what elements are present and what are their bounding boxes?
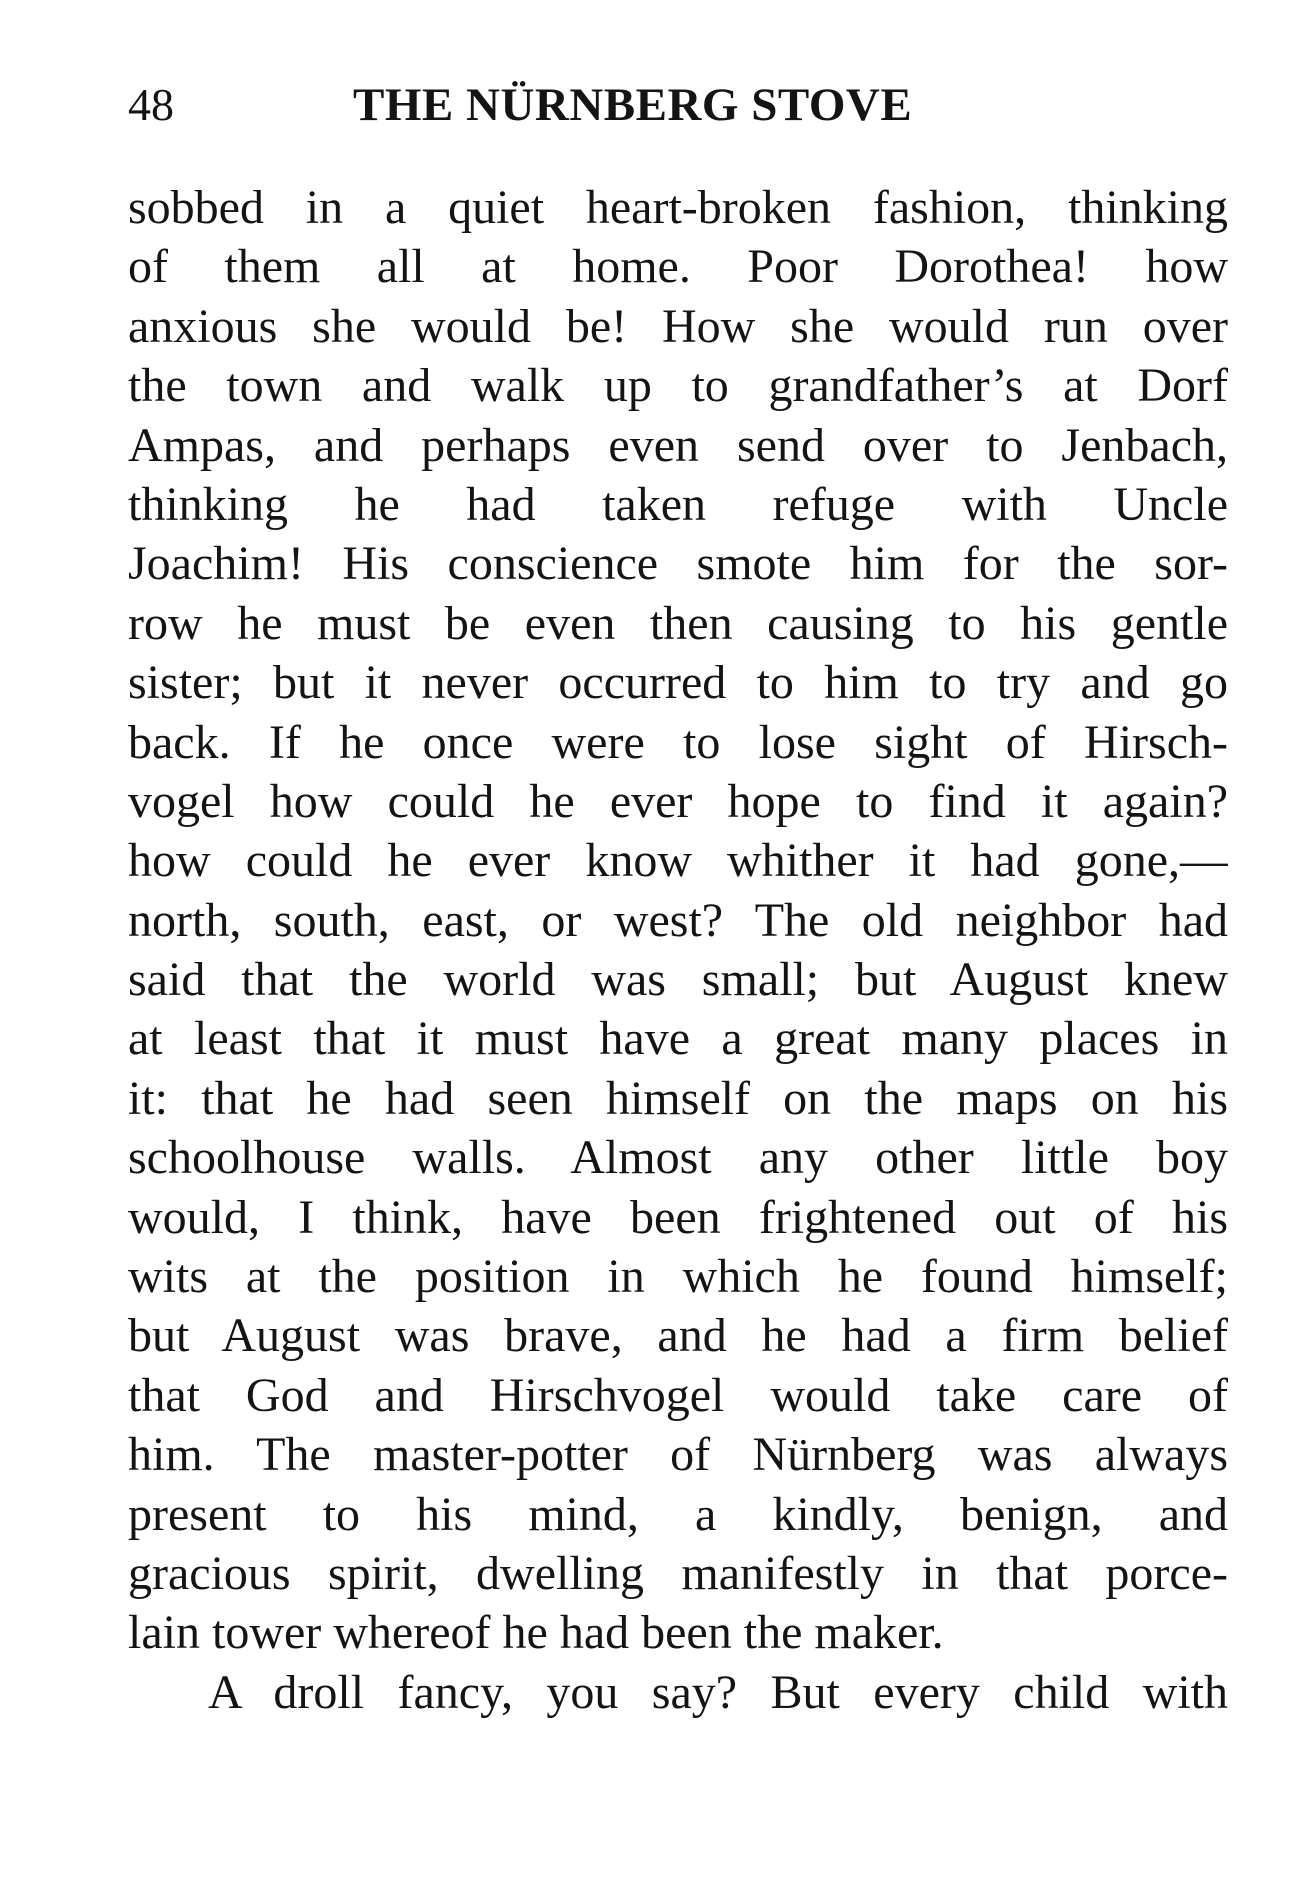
text-line: north, south, east, or west? The old neighbor had: [128, 893, 1228, 947]
text-line: back. If he once were to lose sight of Hirsch-: [128, 715, 1228, 769]
text-line: of them all at home. Poor Dorothea! how: [128, 240, 1228, 294]
page-header: [128, 75, 1228, 135]
text-line: would, I think, have been frightened out of his: [128, 1190, 1228, 1244]
text-line: the town and walk up to grandfather’s at Dorf: [128, 359, 1228, 413]
text-line: wits at the position in which he found himself;: [128, 1250, 1228, 1304]
text-line: sobbed in a quiet heart-broken fashion, thinking: [128, 181, 1228, 234]
text-line: gracious spirit, dwelling manifestly in that porce-: [128, 1546, 1228, 1600]
text-line: vogel how could he ever hope to find it again?: [128, 774, 1228, 828]
text-line: thinking he had taken refuge with Uncle: [128, 477, 1228, 531]
text-line: row he must be even then causing to his gentle: [128, 596, 1228, 650]
text-line: present to his mind, a kindly, benign, and: [128, 1487, 1228, 1541]
text-line: but August was brave, and he had a firm belief: [128, 1309, 1228, 1363]
text-line: lain tower whereof he had been the maker.: [128, 1606, 944, 1660]
text-line: it: that he had seen himself on the maps on his: [128, 1071, 1228, 1125]
text-line: schoolhouse walls. Almost any other little boy: [128, 1131, 1228, 1185]
text-line: how could he ever know whither it had gone,—: [128, 834, 1228, 888]
text-line: sister; but it never occurred to him to try and go: [128, 656, 1228, 710]
text-line: anxious she would be! How she would run over: [128, 299, 1228, 353]
text-line: Ampas, and perhaps even send over to Jenbach,: [128, 418, 1228, 472]
text-line: him. The master-potter of Nürnberg was always: [128, 1428, 1228, 1482]
text-line: Joachim! His conscience smote him for the sor-: [128, 537, 1228, 591]
paragraph: [128, 1663, 1228, 1722]
page-number: 48: [128, 79, 174, 130]
body-text: [128, 178, 1228, 1722]
text-line: A droll fancy, you say? But every child with: [208, 1665, 1228, 1719]
text-line: at least that it must have a great many places in: [128, 1012, 1228, 1066]
running-title: THE NÜRNBERG STOVE: [353, 79, 913, 131]
text-line: said that the world was small; but August knew: [128, 953, 1228, 1007]
paragraph: [128, 178, 1228, 1663]
text-line: that God and Hirschvogel would take care of: [128, 1368, 1228, 1422]
